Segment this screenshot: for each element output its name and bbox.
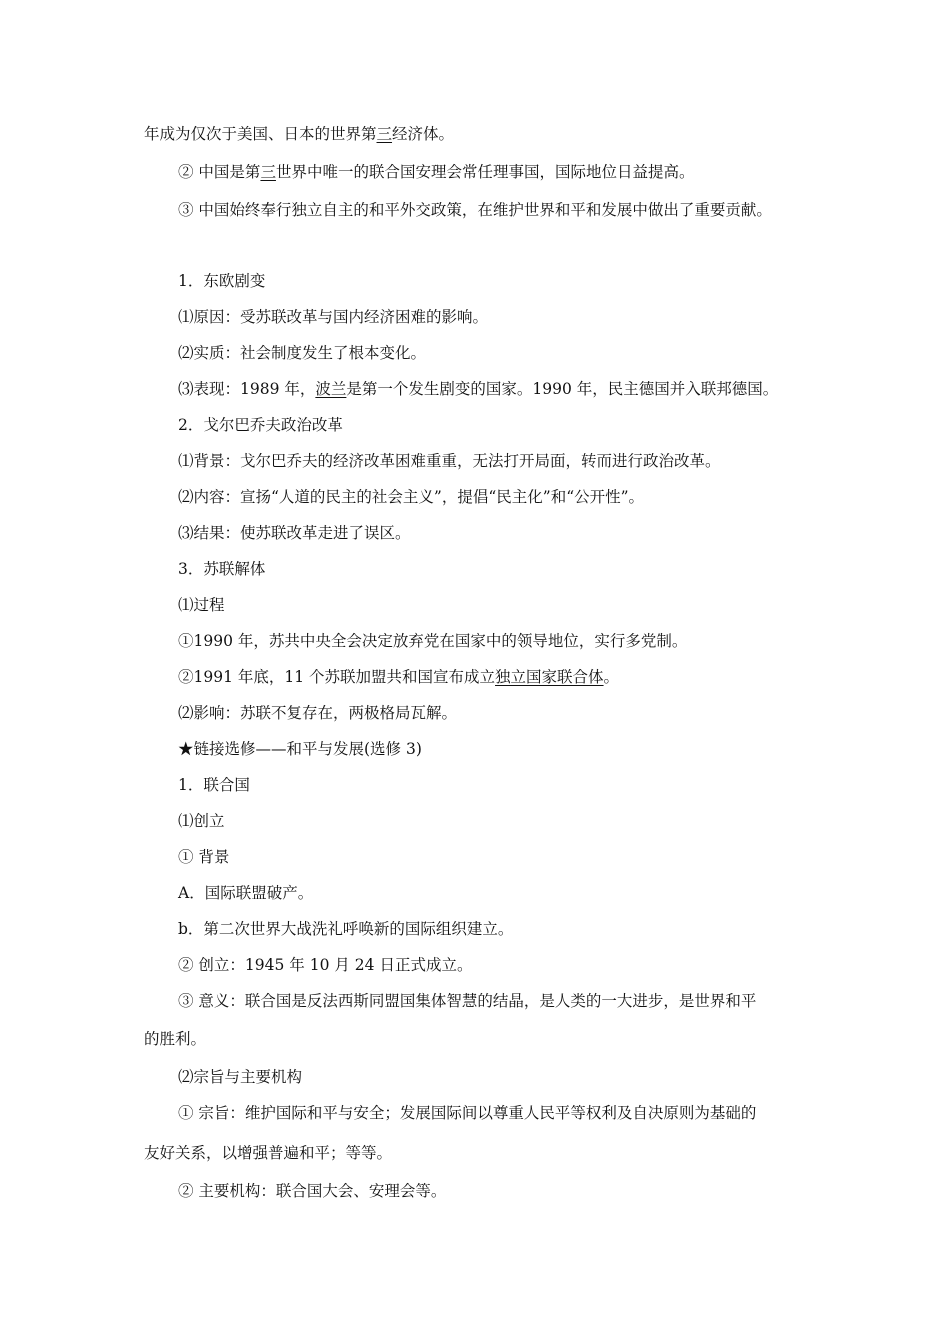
ussr-process: ⑴过程 <box>178 596 225 614</box>
ussr-process-1: ①1990 年，苏共中央全会决定放弃党在国家中的领导地位，实行多党制。 <box>178 632 688 650</box>
un-created: ② 创立：1945 年 10 月 24 日正式成立。 <box>178 956 473 974</box>
un-purpose-line-2: 友好关系，以增强普遍和平；等等。 <box>144 1144 393 1162</box>
un-purpose-heading: ⑵宗旨与主要机构 <box>178 1068 303 1086</box>
un-purpose-line-1: ① 宗旨：维护国际和平与安全；发展国际间以尊重人民平等权利及自决原则为基础的 <box>178 1104 757 1122</box>
un-background: ① 背景 <box>178 848 230 866</box>
un-organs: ② 主要机构：联合国大会、安理会等。 <box>178 1182 447 1200</box>
eastern-europe-cause: ⑴原因：受苏联改革与国内经济困难的影响。 <box>178 308 489 326</box>
elective-heading: ★链接选修——和平与发展(选修 3) <box>178 740 422 758</box>
un-background-b: b．第二次世界大战洗礼呼唤新的国际组织建立。 <box>178 920 514 938</box>
un-heading: 1．联合国 <box>178 776 250 794</box>
section-heading-gorbachev: 2．戈尔巴乔夫政治改革 <box>178 416 343 434</box>
un-background-a: A．国际联盟破产。 <box>178 884 314 902</box>
eastern-europe-essence: ⑵实质：社会制度发生了根本变化。 <box>178 344 427 362</box>
gorbachev-content: ⑵内容：宣扬“人道的民主的社会主义”，提倡“民主化”和“公开性”。 <box>178 488 645 506</box>
gorbachev-result: ⑶结果：使苏联改革走进了误区。 <box>178 524 411 542</box>
intro-line-2: ② 中国是第三世界中唯一的联合国安理会常任理事国，国际地位日益提高。 <box>178 163 695 181</box>
section-heading-ussr: 3．苏联解体 <box>178 560 266 578</box>
ussr-impact: ⑵影响：苏联不复存在，两极格局瓦解。 <box>178 704 458 722</box>
intro-line-1: 年成为仅次于美国、日本的世界第三经济体。 <box>144 125 455 143</box>
eastern-europe-manifestation: ⑶表现：1989 年，波兰是第一个发生剧变的国家。1990 年，民主德国并入联邦德国。 <box>178 380 779 398</box>
section-heading-eastern-europe: 1．东欧剧变 <box>178 272 266 290</box>
intro-line-3: ③ 中国始终奉行独立自主的和平外交政策，在维护世界和平和发展中做出了重要贡献。 <box>178 201 772 219</box>
un-meaning-line-1: ③ 意义：联合国是反法西斯同盟国集体智慧的结晶，是人类的一大进步，是世界和平 <box>178 992 757 1010</box>
un-meaning-line-2: 的胜利。 <box>144 1030 207 1048</box>
un-founding: ⑴创立 <box>178 812 225 830</box>
ussr-process-2: ②1991 年底，11 个苏联加盟共和国宣布成立独立国家联合体。 <box>178 668 620 686</box>
gorbachev-background: ⑴背景：戈尔巴乔夫的经济改革困难重重，无法打开局面，转而进行政治改革。 <box>178 452 721 470</box>
